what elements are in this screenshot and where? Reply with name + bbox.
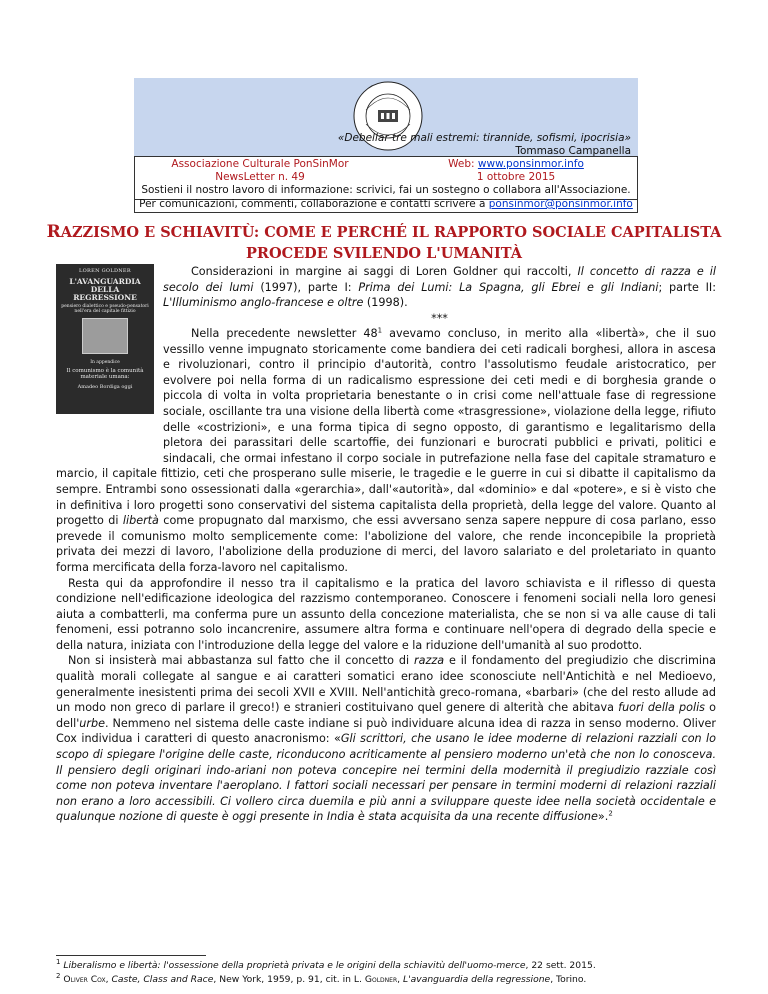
website bbox=[395, 158, 637, 172]
website-link[interactable]: www.ponsinmor.info bbox=[477, 158, 584, 170]
contact-email-link[interactable]: ponsinmor@ponsinmor.info bbox=[488, 198, 633, 210]
newsletter-number: NewsLetter n. 49 bbox=[215, 171, 305, 183]
main-text bbox=[56, 326, 716, 825]
web-label: Web: bbox=[448, 158, 475, 170]
cover-subtitle: pensiero dialettico e pseudo-pensatori nell'era del capitale fittizio bbox=[61, 304, 149, 314]
header-info-box bbox=[134, 156, 638, 200]
article-title bbox=[0, 222, 768, 264]
footnote-2: $^2$ Oliver Cox, Caste, Class and Race, New York, 1959, p. 91, cit. in L. Goldner, L'avanguardia della regressione, Torino. bbox=[56, 971, 587, 985]
association-name: Associazione Culturale PonSinMor bbox=[171, 158, 349, 170]
cover-float-spacer bbox=[56, 326, 163, 461]
section-separator: *** bbox=[431, 311, 448, 325]
cover-appendix-author: Amadeo Bordiga oggi bbox=[77, 384, 133, 390]
paragraph-3: Resta qui da approfondire il nesso tra il capitalismo e la pratica del lavoro schiavista e il riflesso di questa condizione nell'edificazione ideologica del razzismo contemporaneo. Conoscere i fenomeni sociali nella loro genesi aiuta a combatterli, ma conferma pure un assunto della concezione materialista, che se non si va alle cause di tali fenomeni, essi potranno solo incancrenire, assumere altra forma e continuare nell'opera di degrado della specie e della natura, iniziata con l'introduzione della legge del valore e la riduzione dell'umanità al suo prodotto. bbox=[56, 576, 716, 652]
footnote-1: $^1$ Liberalismo e libertà: l'ossessione della proprietà privata e le origini della schiavitù dell'uomo-merce, 22 sett. 2015. bbox=[56, 957, 596, 971]
newsletter-date: 1 ottobre 2015 bbox=[476, 171, 556, 183]
cover-appendix: In appendice bbox=[90, 360, 120, 365]
title-line-1: RAZZISMO E SCHIAVITÙ: COME E PERCHÉ IL RAPPORTO SOCIALE CAPITALISTA bbox=[46, 222, 722, 242]
motto-quote: «Debellar tre mali estremi: tirannide, sofismi, ipocrisia» bbox=[337, 132, 631, 144]
footnote-rule bbox=[56, 955, 206, 956]
cover-appendix-title: Il comunismo è la comunità materiale umana: bbox=[66, 368, 144, 380]
intro-paragraph: Considerazioni in margine ai saggi di Loren Goldner qui raccolti, Il concetto di razza e il secolo dei lumi (1997), parte I: Prima dei Lumi: La Spagna, gli Ebrei e gli Indiani; parte II: L'Illuminismo anglo-francese e oltre (1998). bbox=[163, 265, 716, 310]
contact-box bbox=[134, 198, 638, 213]
contact-line: Per comunicazioni, commenti, collaborazione e contatti scrivere a bbox=[139, 198, 486, 210]
paragraph-4: Non si insisterà mai abbastanza sul fatto che il concetto di razza e il fondamento del pregiudizio che discrimina qualità morali collegate al sangue e ai caratteri somatici erano idee sconosciute nell'Antichità e nel Medioevo, generalmente inesistenti prima dei secoli XVII e XVIII. Nell'antichità greco-romana, «barbari» (che del resto allude ad un modo non greco di parlare il greco!) e stranieri costituivano quel genere di alterità che abitava fuori della polis o dell'urbe. Nemmeno nel sistema delle caste indiane si può individuare alcuna idea di razza in senso moderno. Oliver Cox individua i caratteri di questo anacronismo: «Gli scrittori, che usano le idee moderne di relazioni razziali con lo scopo di spiegare l'origine delle caste, riconducono acriticamente al pensiero moderno un'età che non lo conosceva. Il pensiero degli originari indo-ariani non poteva concepire nei termini della modernità il pregiudizio razziale così come non poteva inventare l'aeroplano. I fattori sociali necessari per pensare in termini moderni di relazioni razziali non erano a loro accessibili. Ci vollero circa duemila e più anni a sviluppare queste idee nella società occidentale e qualunque nozione di queste è oggi presente in India è stata acquisita da una recente diffusione».$^2$ bbox=[56, 654, 716, 824]
title-line-2: PROCEDE SVILENDO L'UMANITÀ bbox=[246, 245, 522, 262]
paragraph-2: Nella precedente newsletter $48^1$ avevamo concluso, in merito alla «libertà», che il suo vessillo venne impugnato storicamente come bandiera dei ceti radicali borghesi, allora in ascesa e rivoluzionari, contro il principio d'autorità, contro l'assolutismo feudale aristocratico, per evolvere poi nella forma di un radicalismo espressione dei ceti medi e di borghesia grande o piccola di volta in volta proprietaria benestante o in crisi come nell'attuale fase di regressione sociale, oscillante tra una visione della libertà come «trasgressione», violazione della legge, rifiuto delle «costrizioni», e una forma tipica di segno opposto, di garantismo e legalitarismo della pletora dei parassitari delle scartoffie, dei funzionari e burocrati pubblici e privati, politici e sindacali, che ormai infestano il corpo sociale in putrefazione nella fase del capitale stramaturo e marcio, il capitale fittizio, ceti che prosperano sulle miserie, le tragedie e le guerre in cui si dibatte il capitalismo da sempre. Entrambi sono ossessionati dalla «gerarchia», dall'«autorità», dal «dominio» e dal «potere», e si è visto che in definitiva i loro progetti sono conservativi del sistema capitalista della proprietà, della legge del valore. Quanto al progetto di libertà come propugnato dal marxismo, che essi avversano senza sapere neppure di cosa parlano, esso prevede il comunismo molto semplicemente come: l'abolizione del valore, che rende inconcepibile la proprietà privata dei mezzi di lavoro, l'abolizione della produzione di merci, del lavoro salariato e del proletariato in quanto forma mercificata della forza-lavoro nel capitalismo. bbox=[56, 326, 716, 574]
support-line: Sostieni il nostro lavoro di informazione: scrivici, fai un sostegno o collabora all'Associazione. bbox=[141, 184, 631, 196]
motto-author: Tommaso Campanella bbox=[515, 145, 631, 157]
intro-block bbox=[163, 264, 716, 326]
cover-title: L'AVANGUARDIA DELLA REGRESSIONE bbox=[69, 277, 141, 302]
header-motto bbox=[338, 132, 631, 158]
cover-author: LOREN GOLDNER bbox=[79, 268, 131, 274]
